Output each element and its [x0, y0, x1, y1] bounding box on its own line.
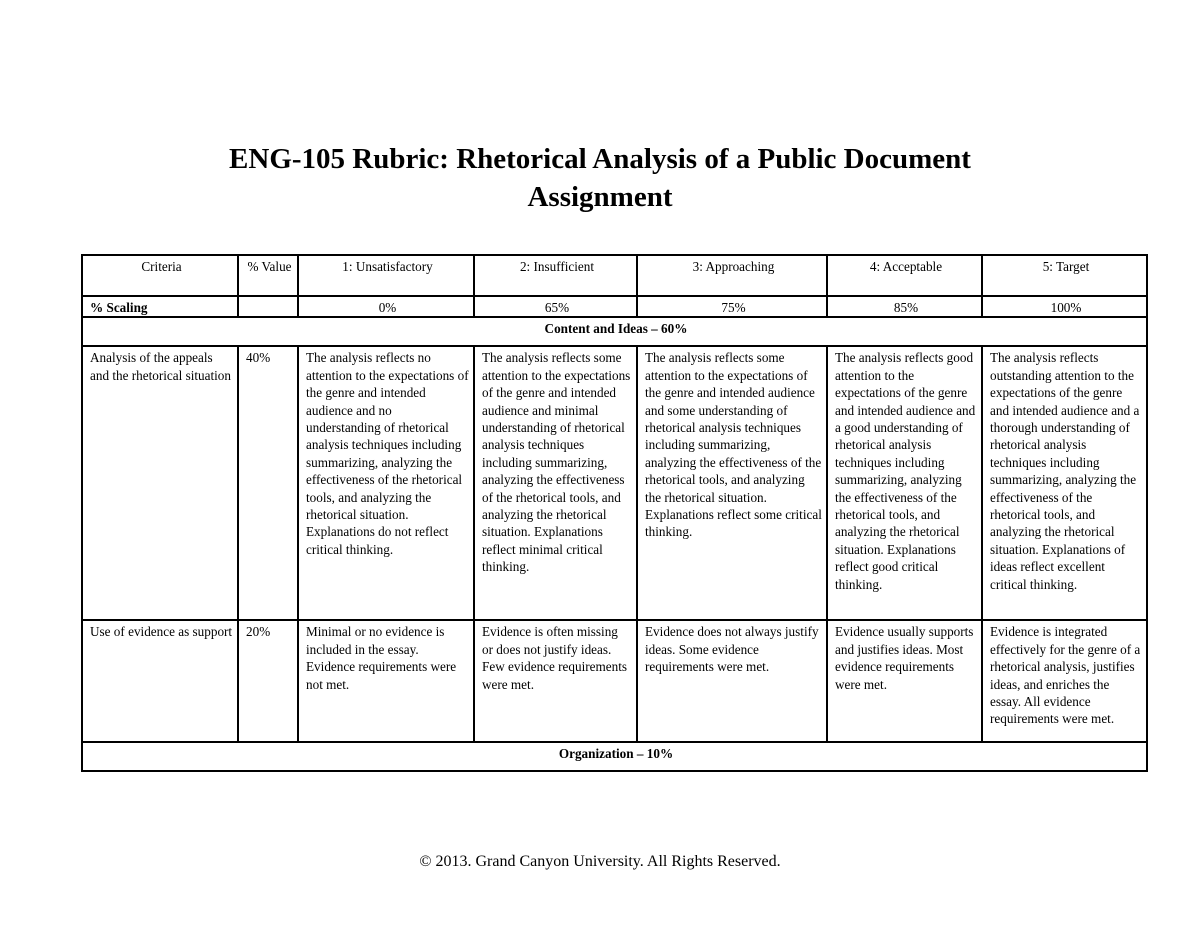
scaling-empty-cell — [238, 296, 298, 317]
header-level-1: 1: Unsatisfactory — [298, 255, 474, 296]
scaling-value-5: 100% — [982, 296, 1147, 317]
level-5-cell: Evidence is integrated effectively for the genre of a rhetorical analysis, justifies ideas, and enriches the essay. All evidence requirements were met. — [982, 620, 1147, 742]
scaling-value-2: 65% — [474, 296, 637, 317]
level-1-cell: Minimal or no evidence is included in the essay. Evidence requirements were not met. — [298, 620, 474, 742]
level-3-cell: The analysis reflects some attention to the expectations of the genre and intended audience and some understanding of rhetorical analysis techniques including summarizing, analyzing the effectiveness of the rhetorical tools, and analyzing the rhetorical situation. Explanations reflect some critical thinking. — [637, 346, 827, 620]
header-row — [82, 255, 1147, 296]
header-criteria: Criteria — [82, 255, 238, 296]
scaling-row — [82, 296, 1147, 317]
level-2-cell: The analysis reflects some attention to the expectations of the genre and intended audience and minimal understanding of rhetorical analysis techniques including summarizing, analyzing the effectiveness of the rhetorical tools, and analyzing the rhetorical situation. Explanations reflect minimal critical thinking. — [474, 346, 637, 620]
section-title-content-ideas: Content and Ideas – 60% — [82, 317, 1147, 346]
level-4-cell: The analysis reflects good attention to the expectations of the genre and intended audience and a good understanding of rhetorical analysis techniques including summarizing, analyzing the effectiveness of the rhetorical tools, and analyzing the rhetorical situation. Explanations reflect good critical thinking. — [827, 346, 982, 620]
table-row — [82, 346, 1147, 620]
table-row — [82, 620, 1147, 742]
scaling-value-4: 85% — [827, 296, 982, 317]
level-3-cell: Evidence does not always justify ideas. Some evidence requirements were met. — [637, 620, 827, 742]
criterion-cell: Analysis of the appeals and the rhetorical situation — [82, 346, 238, 620]
level-4-cell: Evidence usually supports and justifies ideas. Most evidence requirements were met. — [827, 620, 982, 742]
level-2-cell: Evidence is often missing or does not justify ideas. Few evidence requirements were met. — [474, 620, 637, 742]
value-cell: 20% — [238, 620, 298, 742]
header-level-5: 5: Target — [982, 255, 1147, 296]
title-line-2: Assignment — [527, 181, 673, 213]
rubric-table — [81, 254, 1148, 772]
scaling-label: % Scaling — [82, 296, 238, 317]
header-level-3: 3: Approaching — [637, 255, 827, 296]
header-percent-value: % Value — [238, 255, 298, 296]
section-header-row — [82, 317, 1147, 346]
criterion-cell: Use of evidence as support — [82, 620, 238, 742]
value-cell: 40% — [238, 346, 298, 620]
header-level-4: 4: Acceptable — [827, 255, 982, 296]
level-1-cell: The analysis reflects no attention to the expectations of the genre and intended audience and no understanding of rhetorical analysis techniques including summarizing, analyzing the effectiveness of the rhetorical tools, and analyzing the rhetorical situation. Explanations do not reflect critical thinking. — [298, 346, 474, 620]
document-title — [0, 140, 1200, 216]
level-5-cell: The analysis reflects outstanding attention to the expectations of the genre and intended audience and a thorough understanding of rhetorical analysis techniques including summarizing, analyzing the effectiveness of the rhetorical tools, and analyzing the rhetorical situation. Explanations of ideas reflect excellent critical thinking. — [982, 346, 1147, 620]
header-level-2: 2: Insufficient — [474, 255, 637, 296]
title-line-1: ENG-105 Rubric: Rhetorical Analysis of a Public Document — [229, 143, 971, 175]
scaling-value-1: 0% — [298, 296, 474, 317]
scaling-value-3: 75% — [637, 296, 827, 317]
copyright-footer: © 2013. Grand Canyon University. All Rights Reserved. — [419, 853, 781, 870]
section-title-organization: Organization – 10% — [82, 742, 1147, 771]
section-header-row — [82, 742, 1147, 771]
